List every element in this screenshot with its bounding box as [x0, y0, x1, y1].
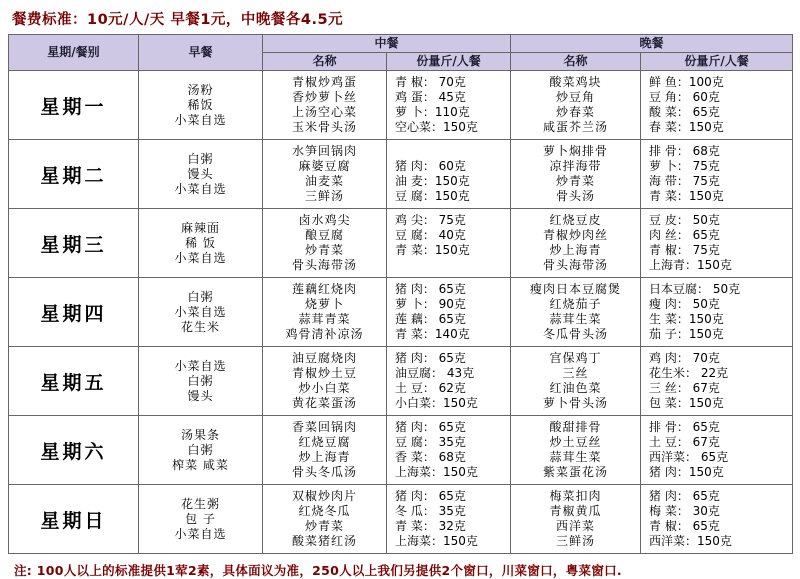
- lunch-dish-name: 油麦菜: [304, 174, 344, 188]
- lunch-dish-name: 油豆腐烧肉: [291, 351, 357, 365]
- dinner-dish-name: 紫菜蛋花汤: [543, 465, 609, 479]
- dinner-dish-qty: 青 椒： 65克: [649, 519, 720, 533]
- day-label: 星期四: [9, 278, 139, 347]
- dinner-dish-qty: 三 丝： 67克: [649, 381, 720, 395]
- menu-body: [9, 71, 793, 554]
- dinner-dish-qty: 包 菜：150克: [649, 396, 724, 410]
- lunch-dish-name: 鸡骨清补凉汤: [285, 327, 364, 341]
- dinner-dish-qty: 肉 丝： 65克: [649, 228, 720, 242]
- dinner-dish-name: 炒青菜: [556, 174, 596, 188]
- dinner-dish-name: 骨头汤: [556, 189, 596, 203]
- lunch-dish-name: 酿豆腐: [304, 228, 344, 242]
- dinner-qty-cell: [641, 278, 793, 347]
- lunch-name-cell: [263, 209, 387, 278]
- lunch-dish-qty: 上海菜：150克: [395, 465, 478, 479]
- dinner-qty-cell: [641, 71, 793, 140]
- table-row: [9, 416, 793, 485]
- lunch-name-cell: [263, 71, 387, 140]
- dinner-dish-name: 凉拌海带: [549, 159, 602, 173]
- day-label: 星期日: [9, 485, 139, 554]
- lunch-dish-qty: 猪 肉： 60克: [395, 159, 466, 173]
- dinner-dish-name: 骨头海带汤: [543, 258, 609, 272]
- lunch-dish-name: 香炒萝卜丝: [291, 90, 357, 104]
- lunch-dish-qty: 鸡 尖： 75克: [395, 213, 466, 227]
- lunch-name-cell: [263, 416, 387, 485]
- breakfast-item: 小菜自选: [174, 358, 227, 373]
- lunch-dish-qty: [387, 144, 510, 159]
- dinner-dish-qty: 猪 肉： 65克: [649, 489, 720, 503]
- breakfast-item: 花生粥: [180, 496, 220, 511]
- lunch-qty-cell: [387, 485, 511, 554]
- lunch-dish-qty: 豆 腐：150克: [395, 189, 470, 203]
- table-row: [9, 347, 793, 416]
- dinner-dish-qty: 猪 肉：150克: [649, 465, 724, 479]
- dinner-dish-name: 红烧豆皮: [549, 213, 602, 227]
- lunch-dish-qty: 土 豆： 62克: [395, 381, 466, 395]
- lunch-dish-qty: 青 菜：150克: [395, 243, 470, 257]
- dinner-qty-cell: [641, 347, 793, 416]
- dinner-name-cell: [511, 416, 641, 485]
- header-lunch-name: 名称: [263, 53, 387, 71]
- lunch-name-cell: [263, 140, 387, 209]
- lunch-dish-name: 炒上海青: [298, 450, 351, 464]
- lunch-qty-cell: [387, 71, 511, 140]
- dinner-name-cell: [511, 278, 641, 347]
- breakfast-item: 花生米: [180, 319, 220, 334]
- lunch-qty-cell: [387, 347, 511, 416]
- breakfast-item: 白粥: [187, 442, 214, 457]
- table-row: [9, 485, 793, 554]
- lunch-dish-qty: 豆 腐： 40克: [395, 228, 466, 242]
- lunch-dish-name: 炒小白菜: [298, 381, 351, 395]
- breakfast-cell: [139, 347, 263, 416]
- lunch-dish-qty: 上海菜：150克: [395, 534, 478, 548]
- lunch-dish-qty: 猪 肉： 65克: [395, 282, 466, 296]
- breakfast-cell: [139, 140, 263, 209]
- lunch-dish-name: 炒青菜: [304, 519, 344, 533]
- dinner-dish-qty: 青 菜：150克: [649, 189, 724, 203]
- dinner-dish-name: 炒土豆丝: [549, 435, 602, 449]
- header-lunch-qty: 份量斤/人餐: [387, 53, 511, 71]
- dinner-qty-cell: [641, 485, 793, 554]
- lunch-dish-qty: 猪 肉： 65克: [395, 489, 466, 503]
- lunch-dish-qty: 萝 卜：110克: [395, 105, 470, 119]
- dinner-dish-name: 萝卜骨头汤: [543, 396, 609, 410]
- lunch-dish-name: 莲藕红烧肉: [291, 282, 357, 296]
- lunch-dish-qty: 萝 卜： 90克: [395, 297, 466, 311]
- dinner-dish-name: 瘦肉日本豆腐煲: [530, 282, 622, 296]
- breakfast-item: 小菜自选: [174, 250, 227, 265]
- lunch-qty-cell: [387, 140, 511, 209]
- breakfast-cell: [139, 416, 263, 485]
- lunch-dish-name: 玉米骨头汤: [291, 120, 357, 134]
- dinner-dish-name: 炒豆角: [556, 90, 596, 104]
- dinner-dish-name: 青椒炒肉丝: [543, 228, 609, 242]
- day-label: 星期一: [9, 71, 139, 140]
- dinner-dish-qty: 日本豆腐： 50克: [649, 282, 741, 296]
- dinner-name-cell: [511, 347, 641, 416]
- lunch-dish-name: 双椒炒肉片: [291, 489, 357, 503]
- breakfast-item: 麻辣面: [180, 220, 220, 235]
- dinner-dish-name: 红油色菜: [549, 381, 602, 395]
- breakfast-item: 白粥: [187, 373, 214, 388]
- lunch-name-cell: [263, 347, 387, 416]
- lunch-dish-qty: 小白菜：150克: [395, 396, 478, 410]
- dinner-name-cell: [511, 209, 641, 278]
- breakfast-cell: [139, 209, 263, 278]
- table-row: [9, 209, 793, 278]
- breakfast-item: 汤粉: [187, 82, 214, 97]
- header-dinner-qty: 份量斤/人餐: [641, 53, 793, 71]
- header-breakfast: 早餐: [139, 35, 263, 71]
- dinner-dish-qty: 土 豆： 67克: [649, 435, 720, 449]
- breakfast-item: 包 子: [185, 511, 216, 526]
- lunch-dish-name: 水笋回锅肉: [291, 144, 357, 158]
- footer-note: 注: 100人以上的标准提供1荤2素，具体面议为准，250人以上我们另提供2个窗口，川菜窗口，粤菜窗口.: [14, 563, 622, 578]
- breakfast-item: 小菜自选: [174, 526, 227, 541]
- dinner-dish-qty: 茄 子：150克: [649, 327, 724, 341]
- dinner-dish-qty: 西洋菜： 65克: [649, 450, 729, 464]
- dinner-qty-cell: [641, 140, 793, 209]
- dinner-dish-qty: 萝 卜： 75克: [649, 159, 720, 173]
- dinner-dish-name: 酸甜排骨: [549, 420, 602, 434]
- lunch-qty-cell: [387, 209, 511, 278]
- page-title: 餐费标准：10元/人/天 早餐1元，中晚餐各4.5元: [12, 12, 344, 28]
- breakfast-item: 馒头: [187, 166, 214, 181]
- lunch-dish-name: 青椒炒土豆: [291, 366, 357, 380]
- dinner-dish-qty: 海 带： 75克: [649, 174, 720, 188]
- dinner-qty-cell: [641, 416, 793, 485]
- breakfast-item: 小菜自选: [174, 112, 227, 127]
- dinner-dish-qty: 豆 角： 60克: [649, 90, 720, 104]
- lunch-dish-qty: 油豆腐： 43克: [395, 366, 475, 380]
- dinner-dish-name: 蒜茸生菜: [549, 450, 602, 464]
- day-label: 星期六: [9, 416, 139, 485]
- day-label: 星期二: [9, 140, 139, 209]
- lunch-dish-qty: 猪 肉： 65克: [395, 420, 466, 434]
- dinner-dish-name: 梅菜扣肉: [549, 489, 602, 503]
- breakfast-cell: [139, 278, 263, 347]
- lunch-dish-qty: 猪 肉： 65克: [395, 351, 466, 365]
- lunch-dish-qty: 青 菜： 32克: [395, 519, 466, 533]
- lunch-dish-name: 骨头冬瓜汤: [291, 465, 357, 479]
- lunch-dish-name: 红烧冬瓜: [298, 504, 351, 518]
- dinner-dish-name: 炒春菜: [556, 105, 596, 119]
- dinner-dish-name: 萝卜焖排骨: [543, 144, 609, 158]
- lunch-qty-cell: [387, 278, 511, 347]
- breakfast-cell: [139, 485, 263, 554]
- header-lunch: 中餐: [263, 35, 511, 53]
- header-day: 星期/餐别: [9, 35, 139, 71]
- dinner-dish-qty: 鲜 鱼：100克: [649, 75, 724, 89]
- breakfast-item: 汤果条: [180, 427, 220, 442]
- dinner-dish-qty: 瘦 肉： 50克: [649, 297, 720, 311]
- lunch-name-cell: [263, 278, 387, 347]
- dinner-dish-qty: 花生米： 22克: [649, 366, 729, 380]
- breakfast-cell: [139, 71, 263, 140]
- dinner-name-cell: [511, 485, 641, 554]
- dinner-name-cell: [511, 140, 641, 209]
- lunch-dish-name: 青椒炒鸡蛋: [291, 75, 357, 89]
- lunch-dish-name: 麻婆豆腐: [298, 159, 351, 173]
- dinner-dish-qty: 梅 菜： 30克: [649, 504, 720, 518]
- lunch-dish-name: 炒青菜: [304, 243, 344, 257]
- dinner-dish-name: 咸蛋芥兰汤: [543, 120, 609, 134]
- lunch-dish-name: 黄花菜蛋汤: [291, 396, 357, 410]
- lunch-dish-name: 卤水鸡尖: [298, 213, 351, 227]
- breakfast-item: 白粥: [187, 151, 214, 166]
- dinner-dish-qty: 排 骨： 65克: [649, 420, 720, 434]
- lunch-dish-name: 三鲜汤: [304, 189, 344, 203]
- dinner-dish-qty: 西洋菜：150克: [649, 534, 732, 548]
- dinner-dish-name: 红烧茄子: [549, 297, 602, 311]
- lunch-qty-cell: [387, 416, 511, 485]
- header-dinner-name: 名称: [511, 53, 641, 71]
- weekly-menu-table: [8, 34, 793, 554]
- breakfast-item: 白粥: [187, 289, 214, 304]
- dinner-dish-name: 西洋菜: [556, 519, 596, 533]
- breakfast-item: 稀饭: [187, 97, 214, 112]
- lunch-name-cell: [263, 485, 387, 554]
- lunch-dish-qty: 油 麦：150克: [395, 174, 470, 188]
- lunch-dish-qty: 青 菜：140克: [395, 327, 470, 341]
- breakfast-item: 小菜自选: [174, 181, 227, 196]
- dinner-dish-qty: 豆 皮： 50克: [649, 213, 720, 227]
- dinner-dish-qty: 青 椒： 75克: [649, 243, 720, 257]
- lunch-dish-name: 蒜茸青菜: [298, 312, 351, 326]
- breakfast-item: 稀 饭: [185, 235, 216, 250]
- lunch-dish-name: 烧萝卜: [304, 297, 344, 311]
- dinner-dish-qty: 排 骨： 68克: [649, 144, 720, 158]
- lunch-dish-name: 红烧豆腐: [298, 435, 351, 449]
- dinner-dish-qty: 生 菜：150克: [649, 312, 724, 326]
- day-label: 星期三: [9, 209, 139, 278]
- dinner-dish-name: 宫保鸡丁: [549, 351, 602, 365]
- dinner-dish-name: 青椒黄瓜: [549, 504, 602, 518]
- table-row: [9, 140, 793, 209]
- breakfast-item: 小菜自选: [174, 304, 227, 319]
- dinner-dish-name: 酸菜鸡块: [549, 75, 602, 89]
- lunch-dish-qty: [387, 258, 510, 273]
- dinner-dish-qty: 鸡 肉： 70克: [649, 351, 720, 365]
- dinner-dish-name: 蒜茸生菜: [549, 312, 602, 326]
- lunch-dish-name: 香菜回锅肉: [291, 420, 357, 434]
- lunch-dish-qty: 冬 瓜： 35克: [395, 504, 466, 518]
- dinner-dish-name: 三鲜汤: [556, 534, 596, 548]
- dinner-name-cell: [511, 71, 641, 140]
- dinner-dish-name: 炒上海青: [549, 243, 602, 257]
- lunch-dish-qty: 豆 腐： 35克: [395, 435, 466, 449]
- lunch-dish-qty: 香 菜： 68克: [395, 450, 466, 464]
- lunch-dish-name: 酸菜猪红汤: [291, 534, 357, 548]
- breakfast-item: 馒头: [187, 388, 214, 403]
- lunch-dish-qty: 鸡 蛋： 45克: [395, 90, 466, 104]
- breakfast-item: 榨菜 咸菜: [172, 457, 229, 472]
- table-row: [9, 71, 793, 140]
- dinner-dish-qty: 上海青：150克: [649, 258, 732, 272]
- dinner-dish-name: 冬瓜骨头汤: [543, 327, 609, 341]
- lunch-dish-name: 上汤空心菜: [291, 105, 357, 119]
- lunch-dish-qty: 空心菜：150克: [395, 120, 478, 134]
- lunch-dish-name: 骨头海带汤: [291, 258, 357, 272]
- header-dinner: 晚餐: [511, 35, 793, 53]
- dinner-dish-qty: 春 菜：150克: [649, 120, 724, 134]
- header-row-top: [9, 35, 793, 53]
- lunch-dish-qty: 莲 藕： 65克: [395, 312, 466, 326]
- dinner-dish-qty: 酸 菜： 65克: [649, 105, 720, 119]
- day-label: 星期五: [9, 347, 139, 416]
- dinner-dish-name: 三丝: [562, 366, 589, 380]
- dinner-qty-cell: [641, 209, 793, 278]
- table-row: [9, 278, 793, 347]
- lunch-dish-qty: 青 椒： 70克: [395, 75, 466, 89]
